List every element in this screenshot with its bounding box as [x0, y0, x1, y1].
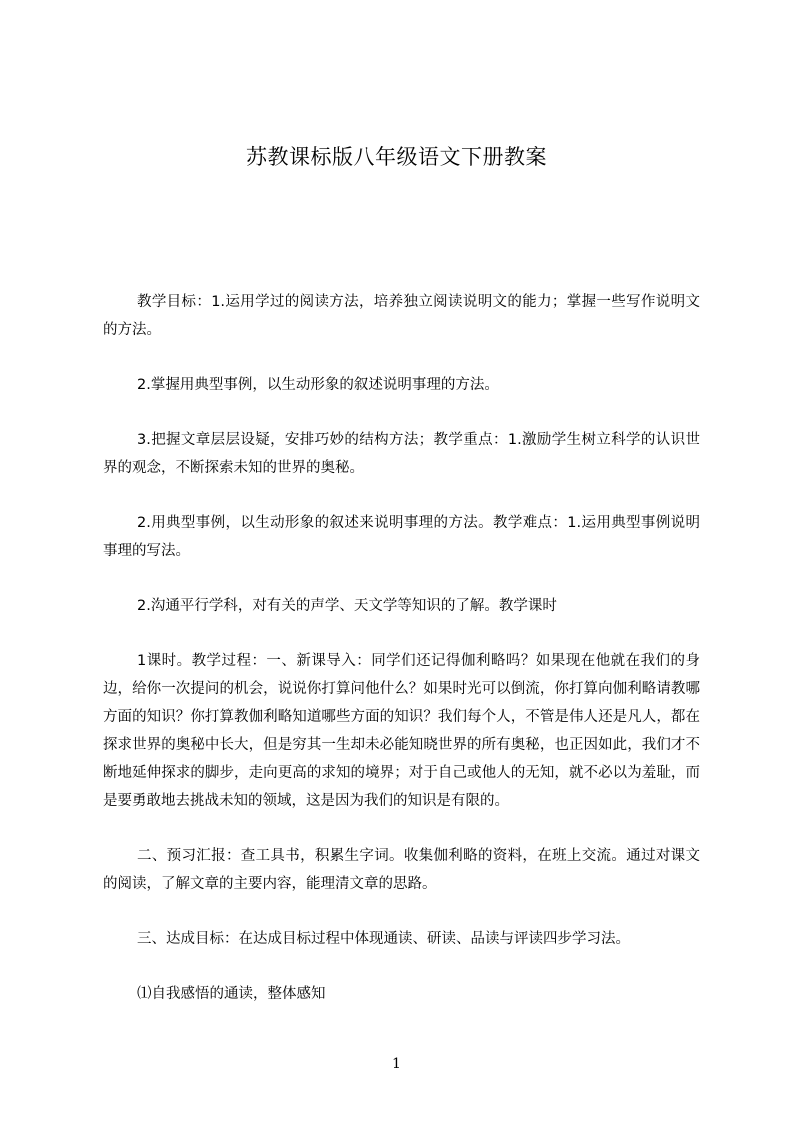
paragraph-preview-report: 二、预习汇报：查工具书，积累生字词。收集伽利略的资料，在班上交流。通过对课文的阅读，了解文章的主要内容，能理清文章的思路。 [103, 848, 700, 892]
paragraph-achieve-goals: 三、达成目标：在达成目标过程中体现通读、研读、品读与评读四步学习法。 [137, 931, 630, 947]
paragraph-difficulties: 2.用典型事例，以生动形象的叙述来说明事理的方法。教学难点：1.运用典型事例说明事理的写法。 [103, 515, 700, 559]
paragraph-cross-subject: 2.沟通平行学科，对有关的声学、天文学等知识的了解。教学课时 [137, 598, 557, 614]
paragraph-goal-2: 2.掌握用典型事例，以生动形象的叙述说明事理的方法。 [137, 377, 499, 393]
page-number: 1 [392, 1056, 401, 1072]
document-title: 苏教课标版八年级语文下册教案 [246, 145, 547, 169]
document-body [103, 288, 700, 1035]
paragraph-lesson-intro: 1课时。教学过程：一、新课导入：同学们还记得伽利略吗？如果现在他就在我们的身边，给你一次提问的机会，说说你打算问他什么？如果时光可以倒流，你打算向伽利略请教哪方面的知识？你打算教伽利略知道哪些方面的知识？我们每个人，不管是伟人还是凡人，都在探求世界的奥秘中长大，但是穷其一生却未必能知晓世界的所有奥秘，也正因如此，我们才不断地延伸探求的脚步，走向更高的求知的境界；对于自己或他人的无知，就不必以为羞耻，而是要勇敢地去挑战未知的领域，这是因为我们的知识是有限的。 [103, 653, 700, 809]
paragraph-self-reading: ⑴自我感悟的通读，整体感知 [137, 986, 326, 1002]
paragraph-goal-3-key-points: 3.把握文章层层设疑，安排巧妙的结构方法；教学重点：1.激励学生树立科学的认识世界的观念，不断探索未知的世界的奥秘。 [103, 432, 700, 476]
paragraph-teaching-goals: 教学目标：1.运用学过的阅读方法，培养独立阅读说明文的能力；掌握一些写作说明文的方法。 [103, 294, 700, 338]
